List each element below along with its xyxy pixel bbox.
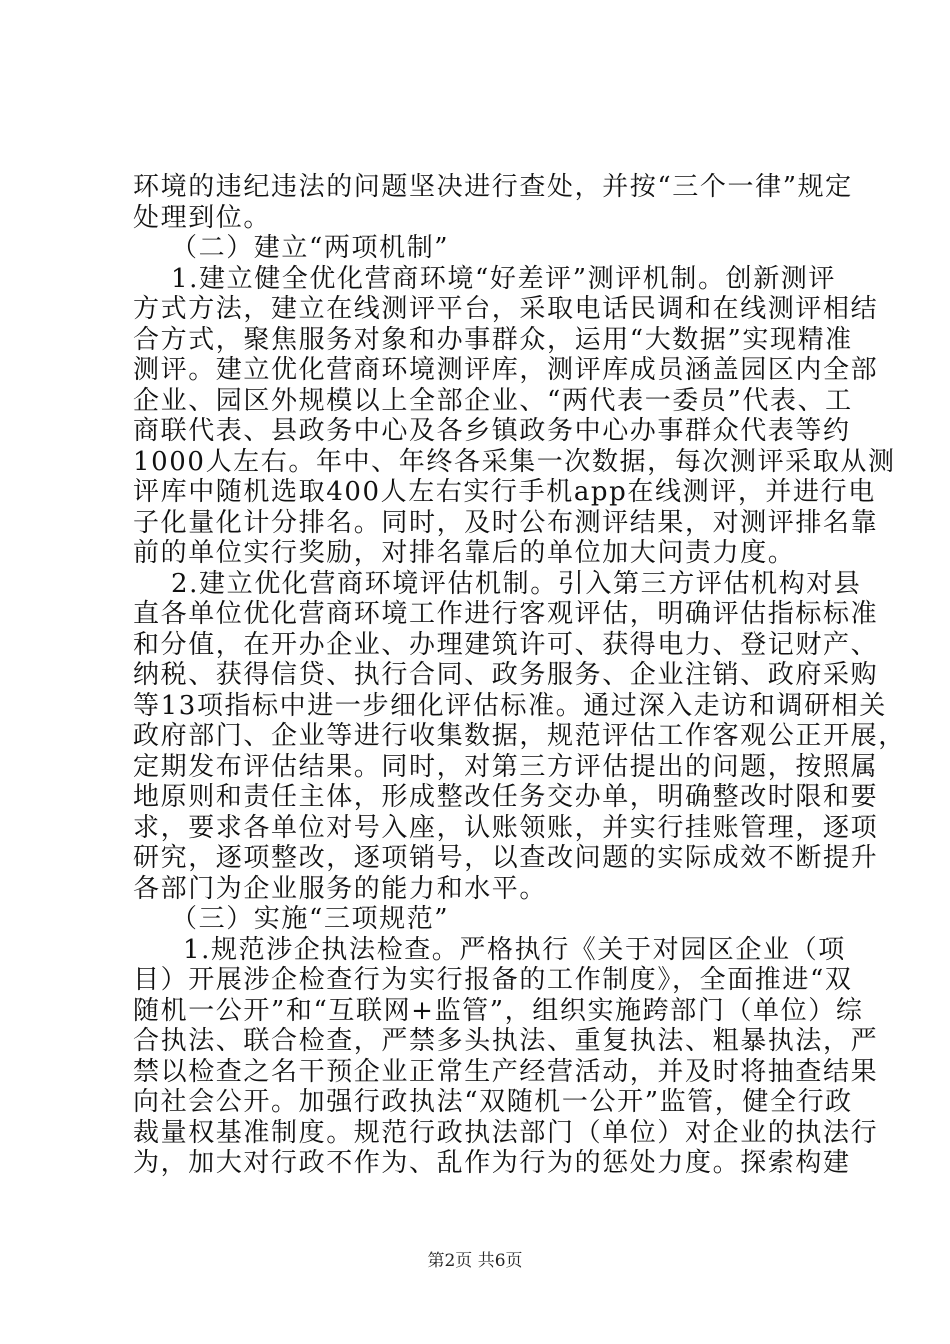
- text-line: 求，要求各单位对号入座，认账领账，并实行挂账管理，逐项: [133, 812, 879, 843]
- text-line: 和分值，在开办企业、办理建筑许可、获得电力、登记财产、: [133, 629, 879, 660]
- text-line: 研究，逐项整改，逐项销号，以查改问题的实际成效不断提升: [133, 843, 879, 873]
- text-line: 随机一公开”和“互联网+监管”，组织实施跨部门（单位）综: [133, 995, 864, 1026]
- text-line: 为，加大对行政不作为、乱作为行为的惩处力度。探索构建: [133, 1148, 851, 1178]
- section-heading: （二）建立“两项机制”: [171, 233, 450, 263]
- paragraph-start: 1.建立健全优化营商环境“好差评”测评机制。创新测评: [171, 263, 836, 294]
- text-line: 各部门为企业服务的能力和水平。: [133, 873, 548, 904]
- text-line: 合方式，聚焦服务对象和办事群众，运用“大数据”实现精准: [133, 324, 853, 355]
- text-line: 等13项指标中进一步细化评估标准。通过深入走访和调研相关: [133, 690, 887, 721]
- text-line: 方式方法，建立在线测评平台，采取电话民调和在线测评相结: [133, 294, 879, 324]
- section-heading: （三）实施“三项规范”: [171, 904, 450, 934]
- text-line: 定期发布评估结果。同时，对第三方评估提出的问题，按照属: [133, 751, 879, 782]
- text-line: 裁量权基准制度。规范行政执法部门（单位）对企业的执法行: [133, 1117, 879, 1148]
- text-line: 政府部门、企业等进行收集数据，规范评估工作客观公正开展，: [133, 721, 906, 751]
- text-line: 禁以检查之名干预企业正常生产经营活动，并及时将抽查结果: [133, 1056, 879, 1087]
- text-line: 前的单位实行奖励，对排名靠后的单位加大问责力度。: [133, 538, 796, 568]
- document-body: [133, 172, 906, 1179]
- paragraph-start: 1.规范涉企执法检查。严格执行《关于对园区企业（项: [183, 934, 846, 965]
- text-line: 1000人左右。年中、年终各采集一次数据，每次测评采取从测: [133, 446, 896, 477]
- text-line: 目）开展涉企检查行为实行报备的工作制度》，全面推进“双: [133, 965, 853, 995]
- text-line: 企业、园区外规模以上全部企业、“两代表一委员”代表、工: [133, 385, 853, 416]
- text-line: 纳税、获得信贷、执行合同、政务服务、企业注销、政府采购: [133, 660, 879, 690]
- text-line: 测评。建立优化营商环境测评库，测评库成员涵盖园区内全部: [133, 355, 879, 385]
- text-line: 合执法、联合检查，严禁多头执法、重复执法、粗暴执法，严: [133, 1026, 879, 1056]
- text-line: 环境的违纪违法的问题坚决进行查处，并按“三个一律”规定: [133, 172, 853, 202]
- text-line: 子化量化计分排名。同时，及时公布测评结果，对测评排名靠: [133, 507, 879, 538]
- text-line: 评库中随机选取400人左右实行手机app在线测评，并进行电: [133, 477, 876, 507]
- text-line: 地原则和责任主体，形成整改任务交办单，明确整改时限和要: [133, 782, 879, 812]
- text-line: 直各单位优化营商环境工作进行客观评估，明确评估指标标准: [133, 599, 879, 629]
- paragraph-start: 2.建立优化营商环境评估机制。引入第三方评估机构对县: [171, 568, 862, 599]
- text-line: 向社会公开。加强行政执法“双随机一公开”监管，健全行政: [133, 1087, 853, 1117]
- page-number: 第2页 共6页: [427, 1251, 523, 1271]
- text-line: 商联代表、县政务中心及各乡镇政务中心办事群众代表等约: [133, 416, 851, 446]
- text-line: 处理到位。: [133, 202, 272, 233]
